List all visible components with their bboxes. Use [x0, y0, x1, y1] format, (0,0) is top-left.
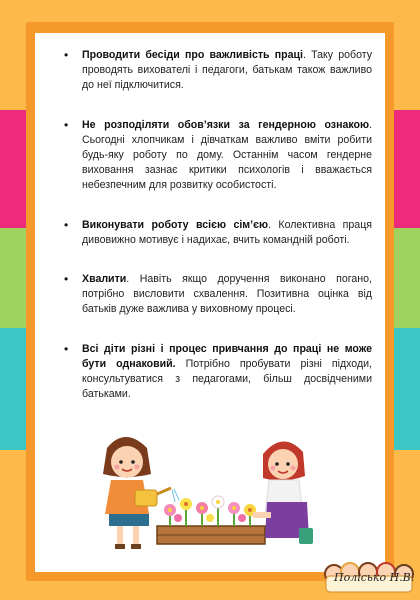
- tips-list: [60, 48, 372, 402]
- item-text: . Таку роботу проводять вихователі і педагоги, батькам також важливо до неї підключитися.: [82, 49, 372, 92]
- bullet-icon: •: [64, 48, 69, 62]
- children-gardening-illustration: [85, 428, 315, 558]
- bullet-icon: •: [64, 117, 69, 132]
- item-text: Потрібно пробувати різні підходи, консультуватися з педагогами, більш досвідченими батьками.: [82, 357, 372, 401]
- item-heading: Всі діти різні і процес привчання до праці не може бути однаковий.: [82, 342, 372, 370]
- list-item: [60, 272, 372, 318]
- list-item: [60, 342, 372, 403]
- flower-box-illustration: [157, 496, 265, 544]
- bullet-icon: •: [64, 272, 69, 287]
- item-heading: Проводити бесіди про важливість праці: [82, 49, 303, 61]
- item-heading: Не розподіляти обов’язки за гендерною ознакою: [82, 118, 370, 131]
- item-text: . Колективна праця дивовижно мотивує і надихає, вчить командній роботі.: [82, 218, 373, 246]
- list-item: [60, 48, 372, 94]
- item-text: . Навіть якщо доручення виконано погано, потрібно висловити схвалення. Позитивна оцінка від батьків дуже важлива у виховному процесі.: [82, 273, 372, 316]
- item-heading: Виконувати роботу всією сім’єю: [82, 218, 268, 231]
- item-text: . Сьогодні хлопчикам і дівчаткам важливо вміти робити будь-яку роботу по дому. Останнім часом гендерне виховання зазнає критики психологів і вважається небезпечним для розвитку особистості.: [82, 118, 372, 192]
- bullet-icon: •: [64, 217, 69, 232]
- list-item: [60, 118, 372, 194]
- bullet-icon: •: [64, 341, 69, 356]
- item-heading: Хвалити: [82, 273, 127, 286]
- list-item: [60, 218, 372, 248]
- author-badge-text: Полісько Н.В.: [334, 571, 415, 584]
